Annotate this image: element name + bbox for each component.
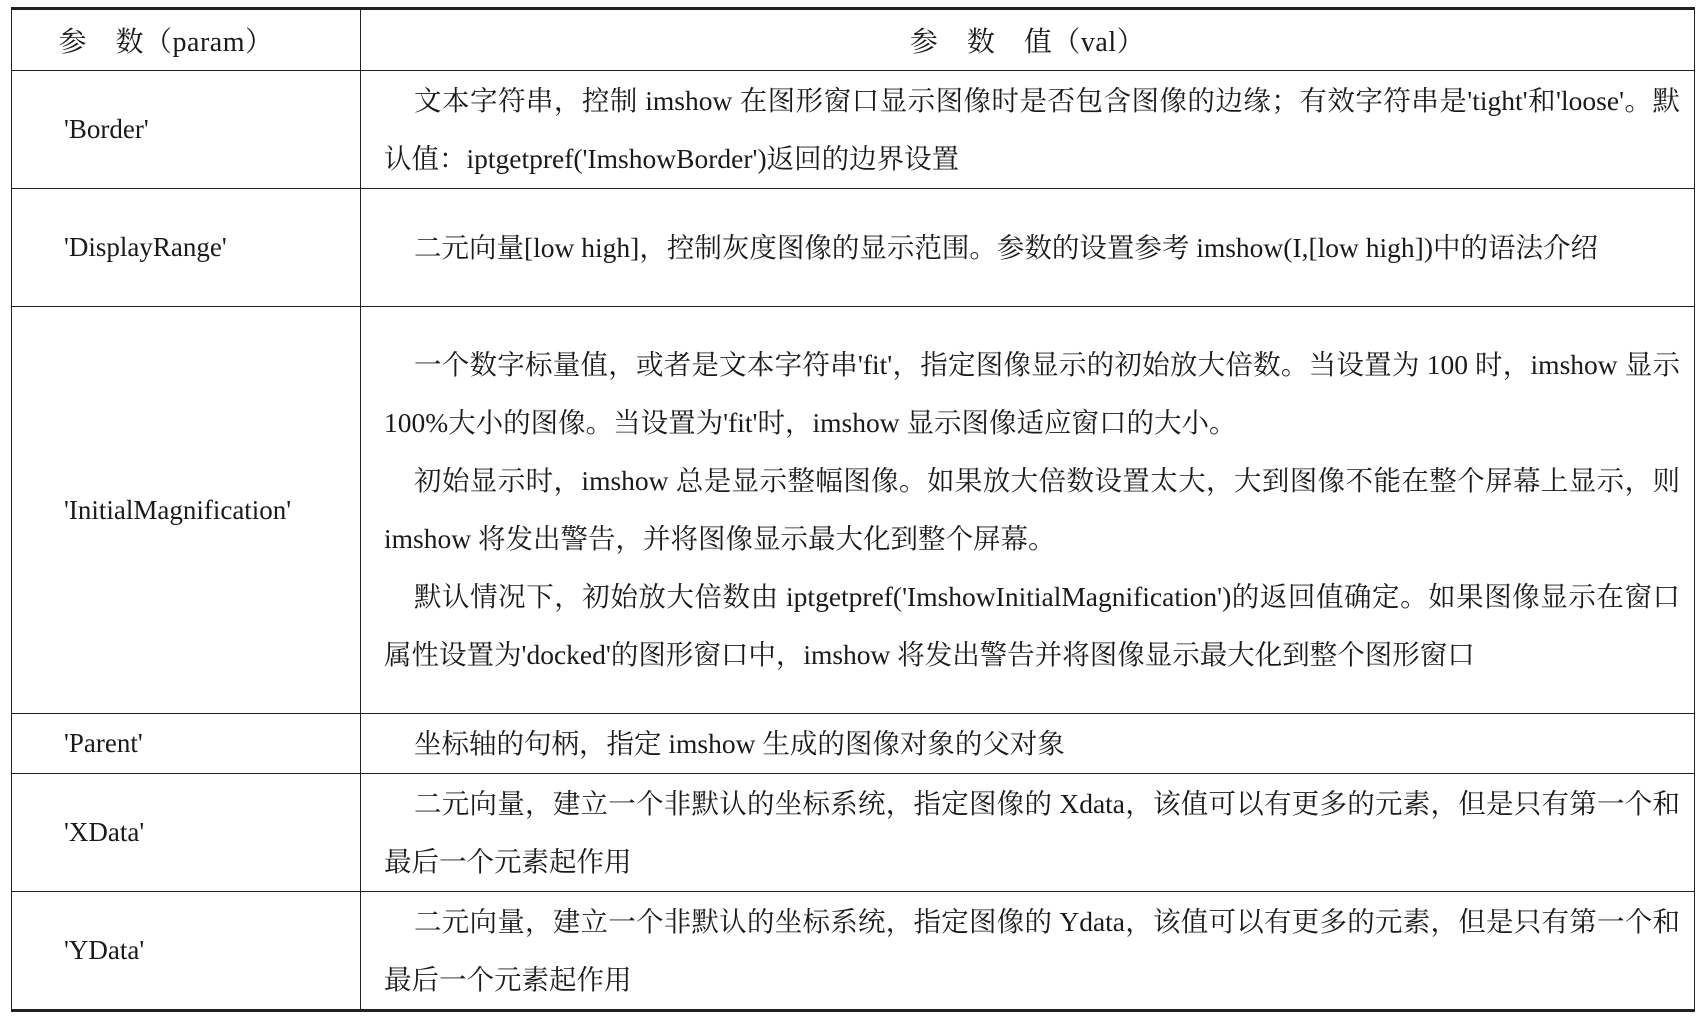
table-row (12, 189, 1695, 307)
table-row (12, 774, 1695, 892)
value-paragraph: 二元向量[low high]，控制灰度图像的显示范围。参数的设置参考 imshow(I,[low high])中的语法介绍 (414, 231, 1598, 263)
value-paragraph: 坐标轴的句柄，指定 imshow 生成的图像对象的父对象 (414, 727, 1065, 759)
param-value-initialmagnification (361, 307, 1695, 714)
param-value-border (361, 71, 1695, 189)
param-value-ydata (361, 892, 1695, 1011)
param-name-initialmagnification: 'InitialMagnification' (12, 307, 361, 714)
table-row (12, 892, 1695, 1011)
imshow-parameter-table (11, 7, 1695, 1012)
param-name-ydata: 'YData' (12, 892, 361, 1011)
param-name-displayrange: 'DisplayRange' (12, 189, 361, 307)
value-paragraph: 初始显示时，imshow 总是显示整幅图像。如果放大倍数设置太大，大到图像不能在整个屏幕上显示，则 imshow 将发出警告，并将图像显示最大化到整个屏幕。 (384, 465, 1680, 554)
table-header-row (12, 9, 1695, 71)
value-paragraph: 文本字符串，控制 imshow 在图形窗口显示图像时是否包含图像的边缘；有效字符串是'tight'和'loose'。默认值：iptgetpref('ImshowBorder')返回的边界设置 (384, 84, 1680, 174)
value-paragraph: 二元向量，建立一个非默认的坐标系统，指定图像的 Ydata，该值可以有更多的元素，但是只有第一个和最后一个元素起作用 (384, 905, 1680, 995)
table-row (12, 714, 1695, 774)
param-value-parent (361, 714, 1695, 774)
table-row (12, 307, 1695, 714)
value-paragraph: 一个数字标量值，或者是文本字符串'fit'，指定图像显示的初始放大倍数。当设置为 100 时，imshow 显示 100%大小的图像。当设置为'fit'时，imshow 显示图像适应窗口的大小。 (384, 349, 1680, 438)
value-column-header: 参 数 值（val） (361, 9, 1695, 71)
param-name-border: 'Border' (12, 71, 361, 189)
param-value-xdata (361, 774, 1695, 892)
value-paragraph: 二元向量，建立一个非默认的坐标系统，指定图像的 Xdata，该值可以有更多的元素，但是只有第一个和最后一个元素起作用 (384, 787, 1680, 877)
param-value-displayrange (361, 189, 1695, 307)
param-name-parent: 'Parent' (12, 714, 361, 774)
value-paragraph: 默认情况下，初始放大倍数由 iptgetpref('ImshowInitialMagnification')的返回值确定。如果图像显示在窗口属性设置为'docked'的图形窗口中，imshow 将发出警告并将图像显示最大化到整个图形窗口 (384, 581, 1680, 670)
param-column-header: 参 数（param） (12, 9, 361, 71)
param-name-xdata: 'XData' (12, 774, 361, 892)
table-row (12, 71, 1695, 189)
